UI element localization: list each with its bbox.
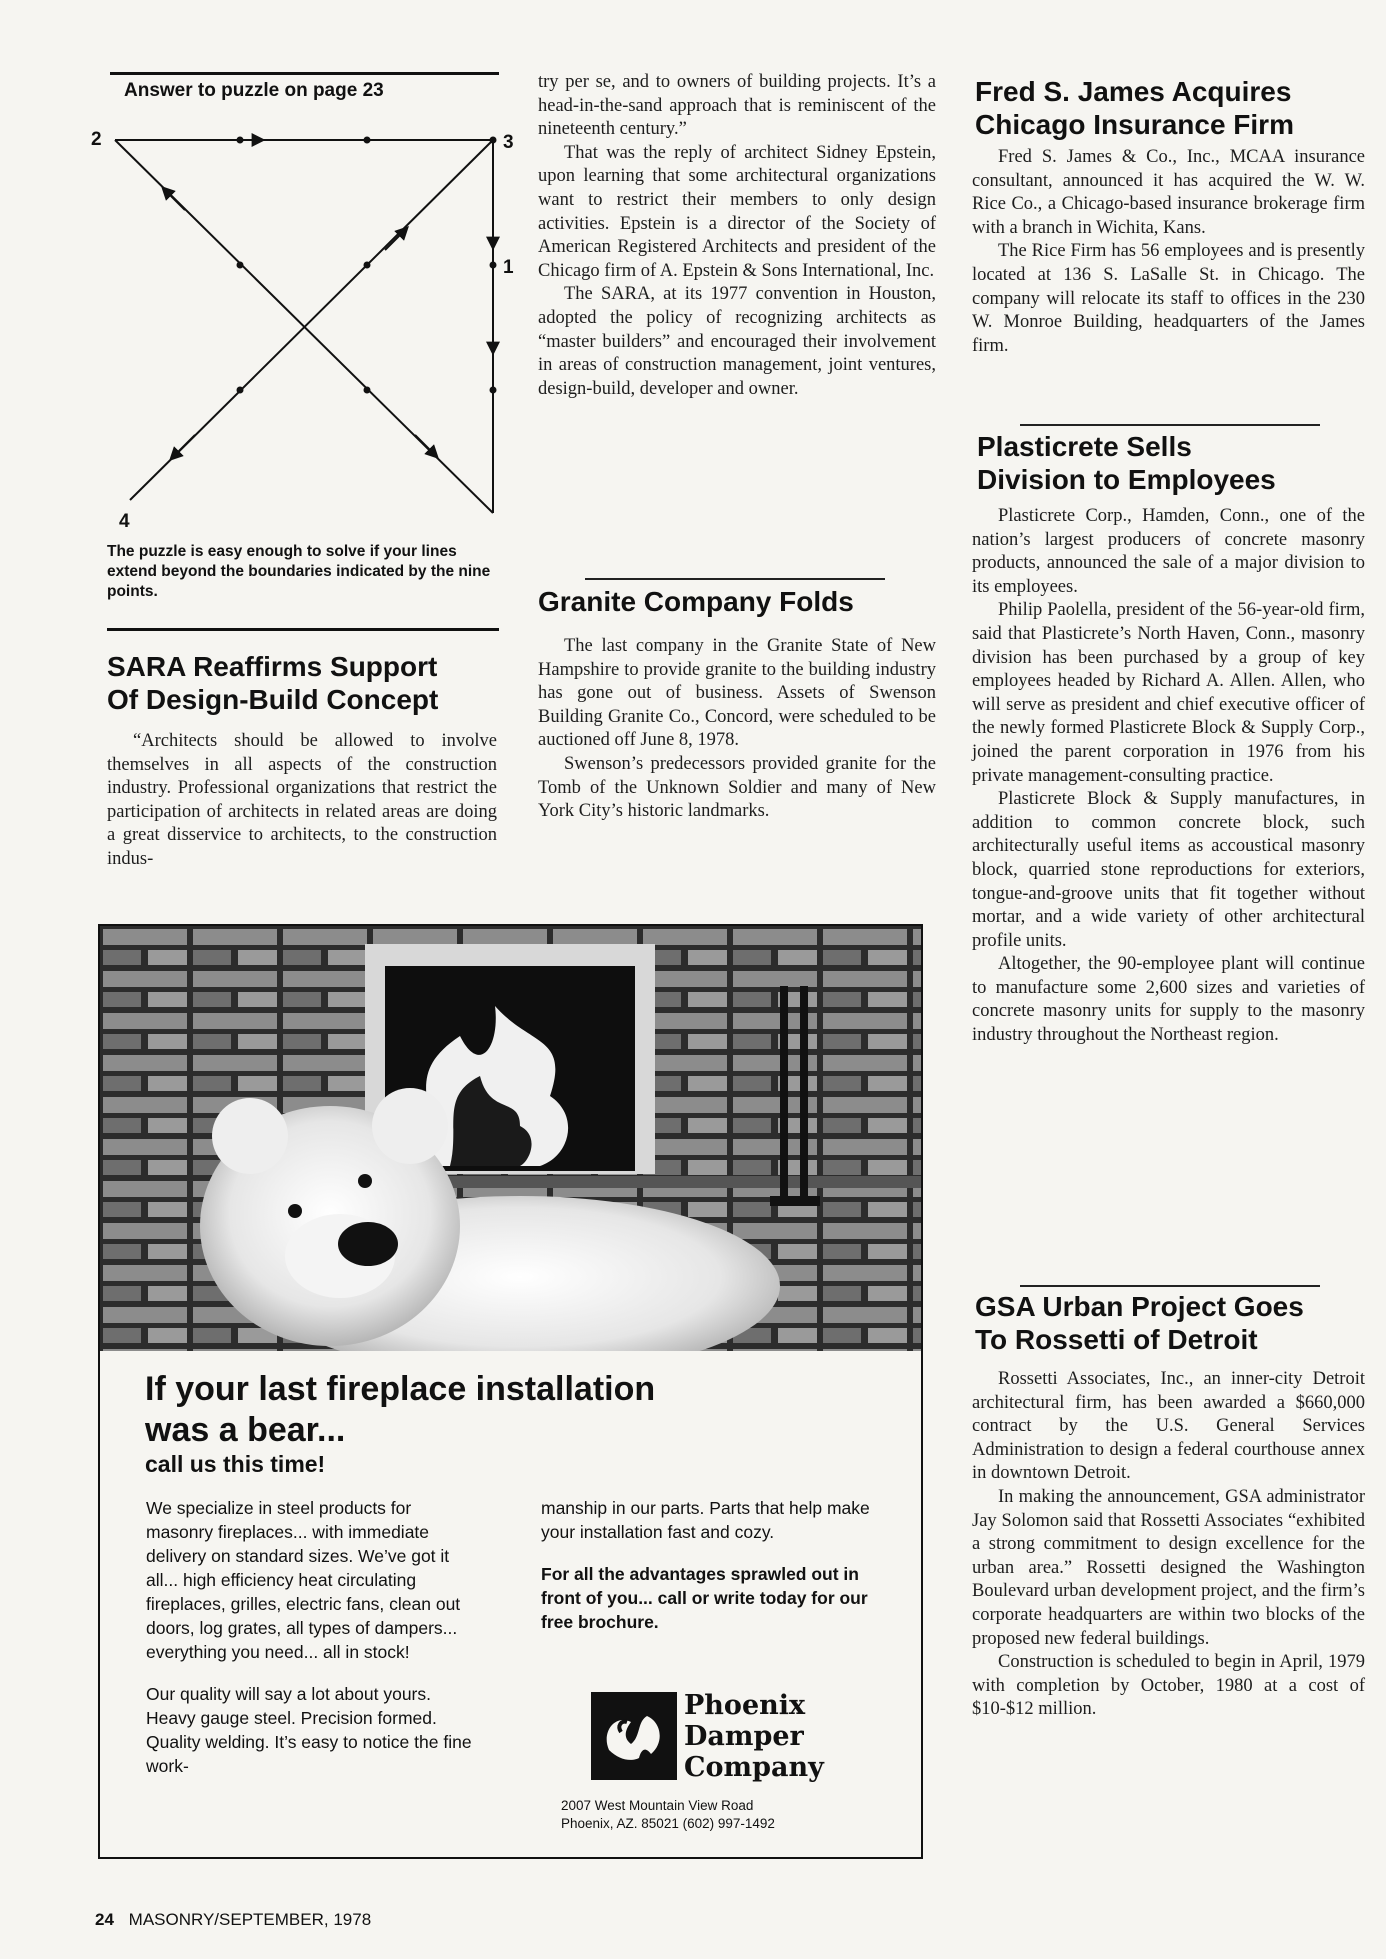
plasticrete-paragraph-4: Altogether, the 90-employee plant will continue to manufacture some 2,600 sizes and varieties of concrete masonry units for supply to the masonry industry throughout the Northeast region. bbox=[972, 954, 1365, 1046]
ad-col1-paragraph-1: We specialize in steel products for masonry fireplaces... with immediate delivery on standard sizes. We’ve got it all... high efficiency heat circulating fireplaces, grilles, electric fans, clean out doors, log grates, all types of dampers... everything you need... all in stock! bbox=[146, 1498, 461, 1662]
james-article bbox=[972, 146, 1365, 358]
puzzle-point bbox=[490, 137, 497, 144]
granite-rule bbox=[585, 578, 885, 580]
puzzle-point bbox=[237, 137, 244, 144]
puzzle-bottom-rule bbox=[107, 628, 499, 631]
plasticrete-heading-line2: Division to Employees bbox=[977, 464, 1276, 495]
granite-article bbox=[538, 635, 936, 824]
puzzle-point bbox=[237, 387, 244, 394]
gsa-rule bbox=[1020, 1285, 1320, 1287]
puzzle-point bbox=[237, 262, 244, 269]
gsa-paragraph-1: Rossetti Associates, Inc., an inner-city Detroit architectural firm, has been awarded a $660,000 contract by the U.S. General Services Administration to design a federal courthouse annex in downtown Detroit. bbox=[972, 1369, 1365, 1484]
plasticrete-paragraph-3: Plasticrete Block & Supply manufactures, in addition to common concrete block, such architecturally useful items as accoustical masonry block, quarried stone reproductions for exteriors, tongue-and-groove units that fit together without mortar, and a wide variety of other architectural profile units. bbox=[972, 789, 1365, 951]
plasticrete-heading-line1: Plasticrete Sells bbox=[977, 431, 1192, 462]
plasticrete-heading bbox=[977, 430, 1357, 496]
page-number: 24 bbox=[95, 1910, 114, 1929]
puzzle-point bbox=[490, 387, 497, 394]
james-heading bbox=[975, 75, 1355, 141]
ad-column-2 bbox=[541, 1496, 886, 1652]
sara-paragraph-2: That was the reply of architect Sidney Epstein, upon learning that some architectural organizations want to restrict their members to only design activities. Epstein is a director of the Society of American Registered Architects and president of the Chicago firm of A. Epstein & Sons International, Inc. bbox=[538, 142, 936, 281]
ad-col2-paragraph-1: manship in our parts. Parts that help make your installation fast and cozy. bbox=[541, 1498, 870, 1542]
james-heading-line2: Chicago Insurance Firm bbox=[975, 109, 1294, 140]
sara-paragraph-1b: try per se, and to owners of building projects. It’s a head-in-the-sand approach that is reminiscent of the nineteenth century.” bbox=[538, 72, 936, 140]
puzzle-point bbox=[364, 387, 371, 394]
puzzle-arrow bbox=[173, 435, 195, 457]
puzzle-label-1: 1 bbox=[503, 257, 514, 278]
bear-eye bbox=[288, 1204, 302, 1218]
puzzle-label-3: 3 bbox=[503, 132, 514, 153]
publication-line: MASONRY/SEPTEMBER, 1978 bbox=[128, 1910, 372, 1929]
sara-heading-line2: Of Design-Build Concept bbox=[107, 684, 439, 715]
puzzle-point bbox=[490, 262, 497, 269]
puzzle-point bbox=[364, 262, 371, 269]
ad-subhead: call us this time! bbox=[145, 1451, 326, 1477]
fireplace-tools bbox=[780, 986, 788, 1206]
puzzle-note: The puzzle is easy enough to solve if your lines extend beyond the boundaries indicated by the nine points. bbox=[107, 543, 491, 600]
ad-headline-line1: If your last fireplace installation bbox=[145, 1370, 656, 1408]
sara-article-col1 bbox=[107, 730, 497, 872]
bear-ear bbox=[212, 1098, 288, 1174]
ad-col2-paragraph-2: For all the advantages sprawled out in front of you... call or write today for our free brochure. bbox=[541, 1564, 868, 1632]
logo-line-1: Phoenix bbox=[684, 1690, 806, 1721]
granite-paragraph-2: Swenson’s predecessors provided granite for the Tomb of the Unknown Soldier and many of New York City’s historic landmarks. bbox=[538, 753, 936, 822]
phoenix-logo-wordmark bbox=[684, 1690, 824, 1783]
plasticrete-article bbox=[972, 505, 1365, 1048]
gsa-article bbox=[972, 1368, 1365, 1722]
sara-article-col2 bbox=[538, 71, 936, 401]
puzzle-label-2: 2 bbox=[91, 129, 102, 150]
gsa-paragraph-2: In making the announcement, GSA administrator Jay Solomon said that Rossetti Associates “exhibited a strong commitment to design excellence for the urban area.” Rossetti designed the Washington Boulevard urban development project, and the firm’s corporate headquarters are within two blocks of the proposed new federal buildings. bbox=[972, 1486, 1365, 1649]
ad-photo-fireplace-bear bbox=[100, 926, 921, 1360]
ad-address-line2: Phoenix, AZ. 85021 (602) 997-1492 bbox=[561, 1816, 775, 1831]
granite-paragraph-1: The last company in the Granite State of New Hampshire to provide granite to the building industry has gone out of business. Assets of Swenson Building Granite Co., Concord, were scheduled to be auctioned off June 8, 1978. bbox=[538, 636, 936, 751]
ad-address bbox=[561, 1797, 775, 1833]
logo-line-2: Damper bbox=[684, 1721, 804, 1752]
sara-heading-line1: SARA Reaffirms Support bbox=[107, 651, 438, 682]
sara-paragraph-1a: “Architects should be allowed to involve themselves in all aspects of the construction industry. Professional organizations that restrict the participation of architects in related areas are doing a great disservice to architects, to the construction indus- bbox=[107, 731, 497, 869]
sara-heading bbox=[107, 650, 507, 716]
gsa-paragraph-3: Construction is scheduled to begin in April, 1979 with completion by October, 1980 at a cost of $10-$12 million. bbox=[972, 1652, 1365, 1720]
puzzle-arrow bbox=[415, 435, 435, 455]
ad-headline bbox=[145, 1369, 915, 1451]
phoenix-logo-icon bbox=[591, 1692, 677, 1780]
puzzle-top-rule bbox=[110, 72, 499, 75]
puzzle-arrow bbox=[165, 190, 185, 210]
james-paragraph-1: Fred S. James & Co., Inc., MCAA insurance consultant, announced it has acquired the W. W. Rice Co., a Chicago-based insurance brokerage firm with a branch in Wichita, Kans. bbox=[972, 147, 1365, 238]
puzzle-label-4: 4 bbox=[119, 511, 130, 532]
james-paragraph-2: The Rice Firm has 56 employees and is presently located at 136 S. LaSalle St. in Chicago. The company will relocate its staff to offices in the 230 W. Monroe Building, headquarters of the James firm. bbox=[972, 241, 1365, 356]
sara-paragraph-3: The SARA, at its 1977 convention in Houston, adopted the policy of recognizing architects as “master builders” and encouraged their involvement in areas of construction management, joint ventures, design-build, developer and owner. bbox=[538, 284, 936, 399]
puzzle-caption-title: Answer to puzzle on page 23 bbox=[124, 80, 384, 101]
ad-col1-paragraph-2: Our quality will say a lot about yours. Heavy gauge steel. Precision formed. Quality welding. It’s easy to notice the fine work- bbox=[146, 1684, 472, 1776]
logo-line-3: Company bbox=[684, 1752, 824, 1783]
gsa-heading-line1: GSA Urban Project Goes bbox=[975, 1291, 1304, 1322]
plasticrete-rule bbox=[1020, 424, 1320, 426]
plasticrete-paragraph-2: Philip Paolella, president of the 56-year-old firm, said that Plasticrete’s North Haven, Conn., masonry division has been purchased by a group of key employees headed by Richard A. Allen. Allen, who will serve as president and chief executive officer of the newly formed Plasticrete Block & Supply Corp., joined the parent corporation in 1976 from his private management-consulting practice. bbox=[972, 600, 1365, 786]
ad-headline-line2: was a bear... bbox=[145, 1411, 346, 1449]
page-footer bbox=[95, 1910, 371, 1930]
ad-column-1 bbox=[146, 1496, 481, 1796]
puzzle-point bbox=[364, 137, 371, 144]
puzzle-diagram bbox=[85, 115, 525, 535]
plasticrete-paragraph-1: Plasticrete Corp., Hamden, Conn., one of the nation’s largest producers of concrete masonry products, announced the sale of a major division to its employees. bbox=[972, 506, 1365, 597]
gsa-heading-line2: To Rossetti of Detroit bbox=[975, 1324, 1258, 1355]
bear-nose bbox=[338, 1222, 398, 1266]
granite-heading: Granite Company Folds bbox=[538, 586, 854, 617]
james-heading-line1: Fred S. James Acquires bbox=[975, 76, 1292, 107]
puzzle-arrow bbox=[385, 230, 405, 250]
gsa-heading bbox=[975, 1290, 1360, 1356]
ad-address-line1: 2007 West Mountain View Road bbox=[561, 1798, 754, 1813]
